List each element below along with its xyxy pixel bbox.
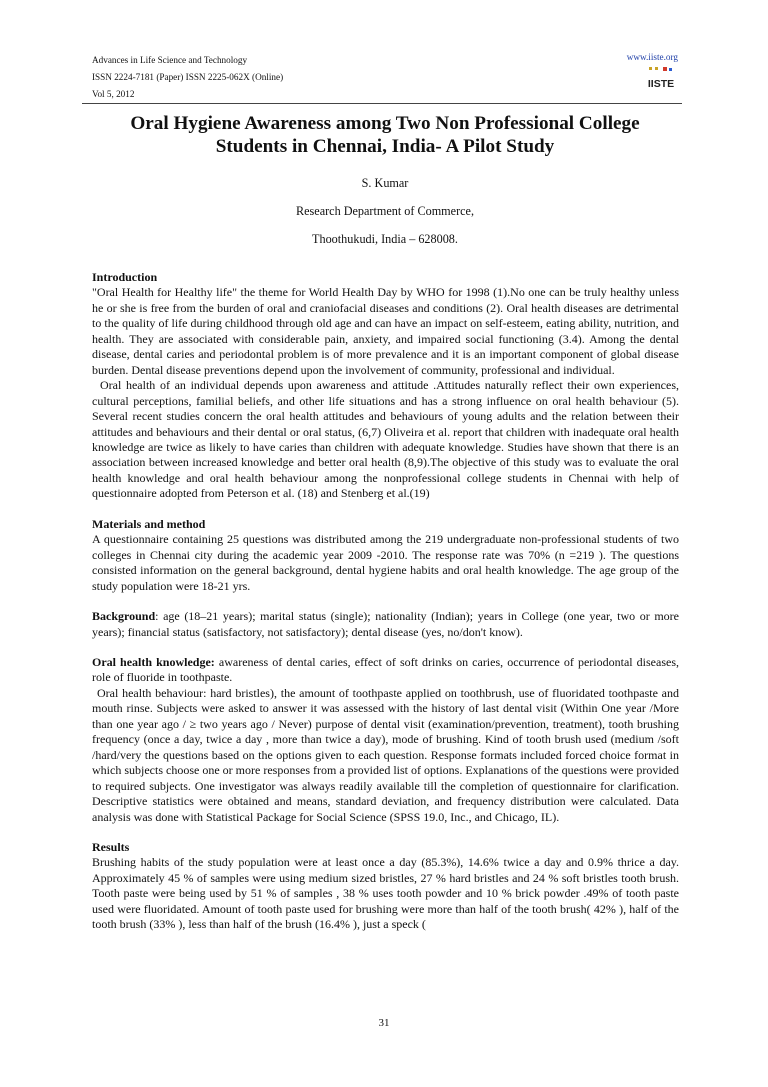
results-paragraph: Brushing habits of the study population were at least once a day (85.3%), 14.6% twice a day and 0.9% thrice a day. Approximately 45 % of samples were using medium sized bristles, 27 % hard bristles and 24 % soft bristles tooth brush. Tooth paste were being used by 51 % of samples , 38 % uses tooth powder and 10 % brick powder .49% of tooth paste used were fluoridated. Amount of tooth paste used for brushing were more than half of the tooth brush( 42% ), half of the tooth brush (33% ), less than half of the brush (16.4% ), just a speck ( (92, 855, 679, 932)
background-paragraph (92, 609, 679, 640)
introduction-heading: Introduction (92, 270, 158, 284)
behaviour-paragraph: Oral health behaviour: hard bristles), the amount of toothpaste applied on toothbrush, use of fluoridated toothpaste and mouth rinse. Subjects were asked to answer it was assessed with the history of last dental visit (Within One year /More than one year ago / ≥ two years ago / Never) purpose of dental visit (examination/prevention, treatment), tooth brushing frequency (once a day, twice a day , more than twice a day), mode of brushing. Kind of tooth brush used (medium /soft /hard/very the questions based on the options given to each question. Response formats included forced choice format in which subjects choose one or more responses from a provided list of options. Explanations of the questions were provided to required subjects. One investigator was always readily available till the completion of questionnaire for clarification. Descriptive statistics were obtained and means, standard deviation, and frequency distribution were calculated. Data analysis was done with Statistical Package for Social Science (SPSS 19.0, Inc., and Chicago, IL). (92, 685, 679, 824)
journal-url[interactable]: www.iiste.org (626, 52, 678, 62)
paper-body (92, 270, 679, 933)
header-divider (82, 103, 682, 104)
background-label: Background (92, 609, 156, 624)
paper-title (92, 112, 678, 158)
introduction-paragraph-2: Oral health of an individual depends upon awareness and attitude .Attitudes naturally reflect their own experiences, cultural perceptions, familial beliefs, and other life situations and has a strong influence on oral health behaviour (5). Several recent studies concern the oral health attitudes and behaviours of young adults and the relation between their attitudes and behaviours and their dental or oral status, (6,7) Oliveira et al. report that children with inadequate oral health knowledge are twice as likely to have caries than children with adequate knowledge. Studies have shown that there is an association between increased knowledge and better oral health (8,9).The objective of this study was to evaluate the oral health knowledge and oral health behaviour among the nonprofessional college students in Chennai with help of questionnaire adopted from Peterson et al. (18) and Stenberg et al.(19) (92, 378, 679, 501)
title-line-1: Oral Hygiene Awareness among Two Non Professional College (130, 113, 640, 134)
methods-paragraph: A questionnaire containing 25 questions was distributed among the 219 undergraduate non-professional students of two colleges in Chennai city during the academic year 2009 -2010. The response rate was 70% (n =219 ). The questions consisted information on the general background, dental hygiene habits and oral health knowledge. The age group of the study population were 18-21 yrs. (92, 532, 679, 593)
journal-issn: ISSN 2224-7181 (Paper) ISSN 2225-062X (Online) (92, 72, 284, 82)
journal-header (92, 52, 283, 103)
background-text: : age (18–21 years); marital status (single); nationality (Indian); years in College (one year, two or more years); financial status (satisfactory, not satisfactory); dental disease (yes, no/don't know). (92, 609, 679, 639)
methods-heading: Materials and method (92, 516, 206, 531)
title-line-2: Students in Chennai, India- A Pilot Study (215, 136, 555, 157)
results-heading: Results (92, 839, 130, 854)
knowledge-paragraph (92, 655, 679, 686)
author-location: Thoothukudi, India – 628008. (312, 232, 458, 246)
page-number: 31 (378, 1017, 390, 1029)
introduction-paragraph-1: "Oral Health for Healthy life" the theme for World Health Day by WHO for 1998 (1).No one can be truly healthy unless he or she is free from the burden of oral and craniofacial diseases and conditions (2). Oral health diseases are detrimental to the quality of life during childhood through old age and can have an impact on self-esteem, eating ability, nutrition, and health. They are associated with considerable pain, anxiety, and impaired social functioning (3.4). Among the dental disease, dental caries and periodontal problem is of more prevalence and it is an important component of global disease burden. Dental disease preventions depend upon the involvement of community, professional and individual. (92, 285, 679, 377)
journal-volume: Vol 5, 2012 (92, 89, 135, 99)
author-department: Research Department of Commerce, (296, 204, 474, 218)
logo-text: IISTE (647, 78, 675, 90)
iiste-logo-icon (646, 66, 676, 92)
knowledge-text: awareness of dental caries, effect of soft drinks on caries, occurrence of periodontal diseases, role of fluoride in toothpaste. (92, 654, 679, 685)
journal-name: Advances in Life Science and Technology (92, 55, 248, 65)
knowledge-label: Oral health knowledge: (92, 654, 215, 669)
author-name: S. Kumar (361, 176, 409, 190)
